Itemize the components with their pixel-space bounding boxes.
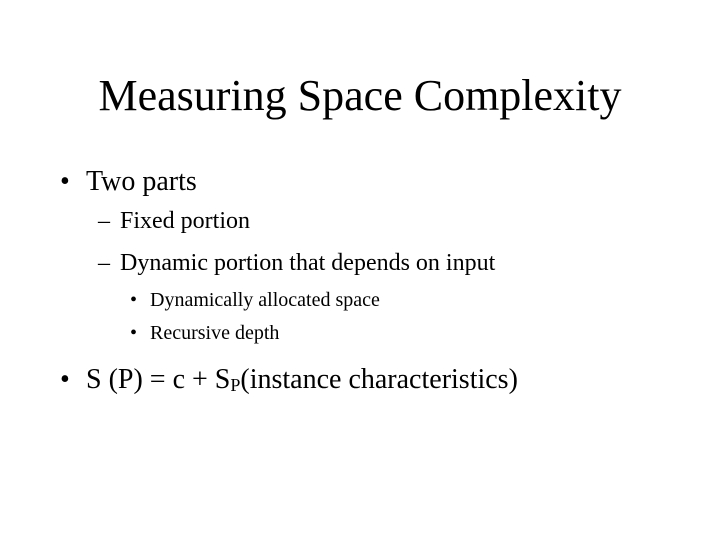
subbullet-dynamic-portion: [98, 248, 495, 278]
bullet-marker: •: [60, 364, 70, 395]
dash-marker: –: [98, 208, 110, 234]
subsubbullet-recursive-depth: [130, 320, 279, 346]
formula-suffix: (instance characteristics): [240, 364, 518, 395]
subsubbullet-dynamically-allocated: [130, 287, 380, 313]
formula-subscript: P: [230, 375, 241, 395]
formula-prefix: S (P) = c + S: [86, 364, 231, 395]
dash-marker: –: [98, 250, 110, 276]
subsubbullet-text: Dynamically allocated space: [150, 289, 380, 311]
subsubbullet-text: Recursive depth: [150, 322, 280, 344]
bullet-two-parts: [60, 164, 197, 200]
slide-title: Measuring Space Complexity: [98, 71, 622, 120]
subbullet-text: Fixed portion: [120, 208, 250, 234]
subbullet-text: Dynamic portion that depends on input: [120, 250, 496, 276]
bullet-marker: •: [130, 322, 138, 344]
subbullet-fixed-portion: [98, 206, 250, 236]
bullet-space-formula: [60, 362, 518, 398]
bullet-text: Two parts: [86, 166, 197, 197]
bullet-marker: •: [130, 289, 138, 311]
bullet-marker: •: [60, 166, 70, 197]
